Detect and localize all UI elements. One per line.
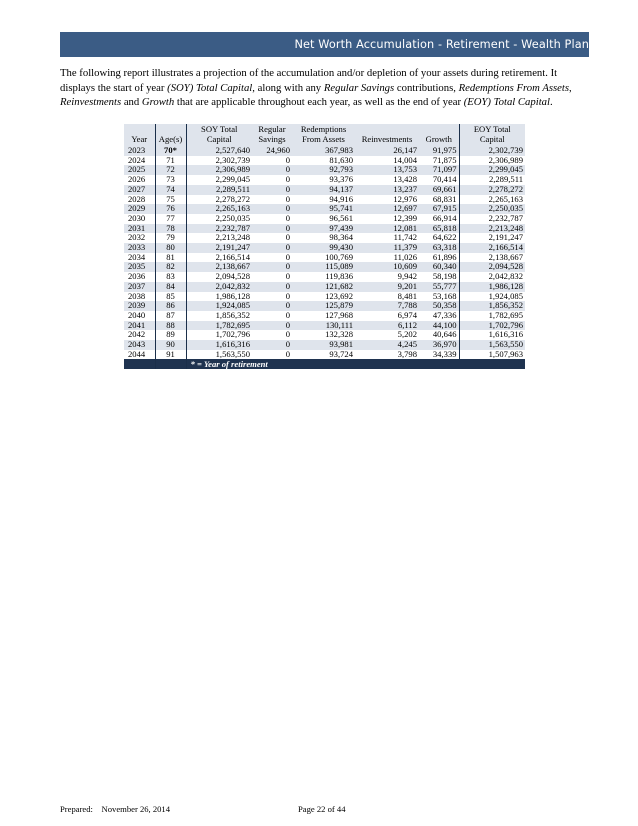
cell-reinvestments: 6,112 bbox=[355, 321, 419, 331]
cell-year: 2028 bbox=[124, 195, 155, 205]
prepared-date: November 26, 2014 bbox=[101, 804, 171, 814]
cell-redemptions: 92,793 bbox=[292, 165, 355, 175]
cell-reinvestments: 13,753 bbox=[355, 165, 419, 175]
cell-soy-total-capital: 1,702,796 bbox=[215, 329, 250, 340]
cell-age: 81 bbox=[155, 253, 186, 263]
cell-year: 2027 bbox=[124, 185, 155, 195]
cell-eoy-total-capital: 2,166,514 bbox=[459, 243, 525, 253]
intro-term-redemptions: Redemptions From Assets bbox=[458, 81, 570, 94]
intro-term-savings: Regular Savings bbox=[323, 81, 395, 94]
footer-page-number: Page 22 of 44 bbox=[298, 804, 346, 814]
cell-age: 76 bbox=[155, 204, 186, 214]
cell-redemptions: 95,741 bbox=[292, 204, 355, 214]
cell-growth: 70,414 bbox=[432, 174, 457, 185]
cell-age: 86 bbox=[155, 301, 186, 311]
intro-text: contributions, bbox=[394, 81, 459, 94]
cell-soy-total-capital: 1,563,550 bbox=[215, 348, 250, 359]
header-year: Year bbox=[124, 124, 155, 146]
footer-prepared bbox=[60, 804, 170, 814]
cell-year: 2038 bbox=[124, 292, 155, 302]
cell-redemptions: 121,682 bbox=[292, 282, 355, 292]
table-row bbox=[124, 175, 525, 185]
cell-year: 2025 bbox=[124, 165, 155, 175]
cell-eoy-total-capital: 1,856,352 bbox=[459, 301, 525, 311]
cell-age: 87 bbox=[155, 311, 186, 321]
cell-eoy-total-capital: 1,986,128 bbox=[459, 282, 525, 292]
cell-growth: 71,875 bbox=[432, 154, 457, 165]
cell-year: 2043 bbox=[124, 340, 155, 350]
cell-reinvestments: 10,609 bbox=[355, 262, 419, 272]
cell-eoy-total-capital: 2,265,163 bbox=[459, 195, 525, 205]
cell-year: 2029 bbox=[124, 204, 155, 214]
cell-redemptions: 123,692 bbox=[325, 290, 353, 301]
table-row bbox=[124, 233, 525, 243]
intro-term-eoy: (EOY) Total Capital bbox=[463, 96, 550, 108]
cell-soy-total-capital: 2,191,247 bbox=[186, 243, 252, 253]
cell-regular-savings: 0 bbox=[252, 204, 292, 214]
cell-age: 91 bbox=[155, 350, 186, 360]
cell-year: 2034 bbox=[124, 253, 155, 263]
cell-eoy-total-capital: 2,213,248 bbox=[459, 224, 525, 234]
cell-redemptions: 94,916 bbox=[329, 193, 353, 204]
cell-reinvestments: 12,081 bbox=[355, 224, 419, 234]
intro-term-soy: (SOY) Total Capital bbox=[167, 81, 253, 94]
projection-table bbox=[124, 124, 525, 369]
cell-soy-total-capital: 1,856,352 bbox=[215, 309, 250, 320]
cell-regular-savings: 0 bbox=[285, 232, 290, 243]
cell-soy-total-capital: 2,094,528 bbox=[215, 271, 250, 282]
table-row bbox=[124, 204, 525, 214]
cell-age: 74 bbox=[155, 185, 186, 195]
cell-reinvestments: 11,742 bbox=[393, 232, 417, 243]
cell-redemptions: 97,439 bbox=[292, 224, 355, 234]
cell-growth: 34,339 bbox=[432, 348, 457, 359]
intro-paragraph bbox=[60, 66, 590, 110]
cell-reinvestments: 26,147 bbox=[355, 146, 419, 156]
cell-regular-savings: 0 bbox=[252, 165, 292, 175]
cell-growth: 50,358 bbox=[419, 301, 459, 311]
cell-eoy-total-capital: 2,042,832 bbox=[459, 272, 525, 282]
cell-regular-savings: 0 bbox=[285, 348, 290, 359]
cell-year: 2030 bbox=[124, 214, 155, 224]
table-row bbox=[124, 214, 525, 224]
cell-age: 90 bbox=[155, 340, 186, 350]
table-row bbox=[124, 185, 525, 195]
cell-reinvestments: 13,237 bbox=[355, 185, 419, 195]
cell-eoy-total-capital: 2,278,272 bbox=[459, 185, 525, 195]
cell-eoy-total-capital: 2,250,035 bbox=[459, 204, 525, 214]
cell-regular-savings: 24,960 bbox=[252, 146, 292, 156]
cell-eoy-total-capital: 1,507,963 bbox=[459, 350, 525, 360]
cell-regular-savings: 0 bbox=[285, 329, 290, 340]
cell-year: 2040 bbox=[124, 311, 155, 321]
cell-regular-savings: 0 bbox=[285, 251, 290, 262]
cell-growth: 67,915 bbox=[419, 204, 459, 214]
intro-term-reinvestments: Reinvestments bbox=[60, 96, 122, 108]
cell-regular-savings: 0 bbox=[285, 212, 290, 223]
cell-soy-total-capital: 2,306,989 bbox=[186, 165, 252, 175]
table-row bbox=[124, 350, 525, 360]
cell-soy-total-capital: 2,213,248 bbox=[215, 232, 250, 243]
cell-growth: 63,318 bbox=[419, 243, 459, 253]
cell-year: 2032 bbox=[124, 233, 155, 243]
cell-year: 2026 bbox=[124, 175, 155, 185]
cell-redemptions: 132,328 bbox=[325, 329, 353, 340]
cell-redemptions: 125,879 bbox=[292, 301, 355, 311]
cell-soy-total-capital: 2,166,514 bbox=[215, 251, 250, 262]
header-eoy-total-capital: EOY Total Capital bbox=[459, 124, 525, 146]
cell-year: 2023 bbox=[124, 146, 155, 156]
intro-text: , along with any bbox=[252, 81, 324, 94]
projection-table-container bbox=[124, 124, 525, 369]
cell-regular-savings: 0 bbox=[285, 290, 290, 301]
cell-eoy-total-capital: 1,702,796 bbox=[459, 321, 525, 331]
cell-soy-total-capital: 2,302,739 bbox=[215, 154, 250, 165]
cell-regular-savings: 0 bbox=[285, 309, 290, 320]
cell-regular-savings: 0 bbox=[252, 301, 292, 311]
table-row bbox=[124, 224, 525, 234]
cell-regular-savings: 0 bbox=[252, 340, 292, 350]
cell-age: 88 bbox=[155, 321, 186, 331]
intro-text: and bbox=[121, 96, 142, 108]
table-row bbox=[124, 340, 525, 350]
cell-eoy-total-capital: 1,563,550 bbox=[459, 340, 525, 350]
cell-redemptions: 93,724 bbox=[329, 348, 353, 359]
cell-age: 75 bbox=[155, 195, 186, 205]
cell-growth: 64,622 bbox=[432, 232, 457, 243]
cell-regular-savings: 0 bbox=[285, 193, 290, 204]
cell-year: 2035 bbox=[124, 262, 155, 272]
cell-redemptions: 94,137 bbox=[292, 185, 355, 195]
cell-regular-savings: 0 bbox=[252, 185, 292, 195]
cell-year: 2037 bbox=[124, 282, 155, 292]
cell-soy-total-capital: 2,299,045 bbox=[215, 174, 250, 185]
cell-eoy-total-capital: 2,138,667 bbox=[459, 253, 525, 263]
cell-age: 80 bbox=[155, 243, 186, 253]
cell-redemptions: 98,364 bbox=[329, 232, 353, 243]
cell-growth: 60,340 bbox=[419, 262, 459, 272]
cell-regular-savings: 0 bbox=[252, 243, 292, 253]
cell-year: 2036 bbox=[124, 272, 155, 282]
cell-reinvestments: 6,974 bbox=[397, 309, 417, 320]
cell-age: 72 bbox=[155, 165, 186, 175]
retirement-footnote: * = Year of retirement bbox=[186, 359, 525, 369]
cell-soy-total-capital: 2,042,832 bbox=[186, 282, 252, 292]
cell-regular-savings: 0 bbox=[285, 154, 290, 165]
cell-age: 73 bbox=[155, 175, 186, 185]
cell-reinvestments: 12,697 bbox=[355, 204, 419, 214]
cell-age: 85 bbox=[155, 292, 186, 302]
cell-growth: 69,661 bbox=[419, 185, 459, 195]
cell-year: 2041 bbox=[124, 321, 155, 331]
intro-text: . bbox=[550, 96, 553, 108]
table-row bbox=[124, 330, 525, 340]
cell-age: 70* bbox=[155, 146, 186, 156]
cell-soy-total-capital: 1,924,085 bbox=[186, 301, 252, 311]
cell-redemptions: 115,089 bbox=[292, 262, 355, 272]
header-soy-total-capital: SOY Total Capital bbox=[186, 124, 252, 146]
cell-eoy-total-capital: 2,299,045 bbox=[459, 165, 525, 175]
cell-redemptions: 100,769 bbox=[325, 251, 353, 262]
cell-reinvestments: 14,004 bbox=[393, 154, 417, 165]
cell-growth: 71,097 bbox=[419, 165, 459, 175]
prepared-label: Prepared: bbox=[60, 804, 93, 814]
cell-eoy-total-capital: 1,924,085 bbox=[459, 292, 525, 302]
cell-regular-savings: 0 bbox=[252, 262, 292, 272]
cell-soy-total-capital: 2,265,163 bbox=[186, 204, 252, 214]
header-age: Age(s) bbox=[155, 124, 186, 146]
cell-eoy-total-capital: 2,306,989 bbox=[459, 156, 525, 166]
table-body bbox=[124, 146, 525, 359]
cell-regular-savings: 0 bbox=[252, 224, 292, 234]
cell-soy-total-capital: 2,250,035 bbox=[215, 212, 250, 223]
table-row bbox=[124, 311, 525, 321]
cell-year: 2033 bbox=[124, 243, 155, 253]
cell-reinvestments: 12,399 bbox=[393, 212, 417, 223]
cell-growth: 91,975 bbox=[419, 146, 459, 156]
cell-year: 2042 bbox=[124, 330, 155, 340]
cell-growth: 58,198 bbox=[432, 271, 457, 282]
cell-reinvestments: 11,379 bbox=[355, 243, 419, 253]
table-header-row bbox=[124, 124, 525, 146]
table-row bbox=[124, 156, 525, 166]
cell-eoy-total-capital: 2,289,511 bbox=[459, 175, 525, 185]
cell-growth: 68,831 bbox=[432, 193, 457, 204]
cell-eoy-total-capital: 2,232,787 bbox=[459, 214, 525, 224]
cell-regular-savings: 0 bbox=[285, 271, 290, 282]
cell-reinvestments: 7,788 bbox=[355, 301, 419, 311]
cell-reinvestments: 11,026 bbox=[393, 251, 417, 262]
cell-redemptions: 127,968 bbox=[325, 309, 353, 320]
cell-redemptions: 367,983 bbox=[292, 146, 355, 156]
cell-reinvestments: 3,798 bbox=[397, 348, 417, 359]
cell-regular-savings: 0 bbox=[252, 282, 292, 292]
cell-soy-total-capital: 2,138,667 bbox=[186, 262, 252, 272]
table-row bbox=[124, 165, 525, 175]
cell-redemptions: 119,836 bbox=[325, 271, 353, 282]
intro-text: that are applicable throughout each year, as well as the end of year bbox=[174, 96, 464, 108]
cell-redemptions: 99,430 bbox=[292, 243, 355, 253]
header-redemptions: Redemptions From Assets bbox=[292, 124, 355, 146]
cell-redemptions: 81,630 bbox=[329, 154, 353, 165]
cell-growth: 36,970 bbox=[419, 340, 459, 350]
table-row bbox=[124, 146, 525, 156]
cell-age: 82 bbox=[155, 262, 186, 272]
cell-reinvestments: 13,428 bbox=[393, 174, 417, 185]
cell-age: 77 bbox=[155, 214, 186, 224]
cell-redemptions: 93,376 bbox=[329, 174, 353, 185]
cell-eoy-total-capital: 1,616,316 bbox=[459, 330, 525, 340]
report-title: Net Worth Accumulation - Retirement - Wealth Plan bbox=[294, 38, 589, 51]
cell-redemptions: 96,561 bbox=[329, 212, 353, 223]
cell-age: 79 bbox=[155, 233, 186, 243]
cell-year: 2039 bbox=[124, 301, 155, 311]
cell-age: 89 bbox=[155, 330, 186, 340]
cell-soy-total-capital: 2,289,511 bbox=[186, 185, 252, 195]
cell-growth: 61,896 bbox=[432, 251, 457, 262]
cell-regular-savings: 0 bbox=[252, 321, 292, 331]
cell-soy-total-capital: 1,782,695 bbox=[186, 321, 252, 331]
cell-growth: 66,914 bbox=[432, 212, 457, 223]
cell-growth: 65,818 bbox=[419, 224, 459, 234]
intro-term-growth: Growth bbox=[141, 96, 175, 108]
cell-soy-total-capital: 2,527,640 bbox=[186, 146, 252, 156]
cell-eoy-total-capital: 2,302,739 bbox=[459, 146, 525, 156]
cell-age: 71 bbox=[155, 156, 186, 166]
cell-reinvestments: 9,201 bbox=[355, 282, 419, 292]
cell-year: 2044 bbox=[124, 350, 155, 360]
cell-age: 83 bbox=[155, 272, 186, 282]
cell-reinvestments: 4,245 bbox=[355, 340, 419, 350]
table-row bbox=[124, 195, 525, 205]
intro-text: , bbox=[569, 81, 572, 94]
cell-reinvestments: 9,942 bbox=[397, 271, 417, 282]
cell-regular-savings: 0 bbox=[285, 174, 290, 185]
cell-redemptions: 93,981 bbox=[292, 340, 355, 350]
table-footnote-row bbox=[124, 359, 525, 369]
cell-growth: 53,168 bbox=[432, 290, 457, 301]
cell-growth: 55,777 bbox=[419, 282, 459, 292]
cell-year: 2024 bbox=[124, 156, 155, 166]
cell-soy-total-capital: 2,232,787 bbox=[186, 224, 252, 234]
cell-reinvestments: 12,976 bbox=[393, 193, 417, 204]
cell-soy-total-capital: 2,278,272 bbox=[215, 193, 250, 204]
cell-reinvestments: 8,481 bbox=[397, 290, 417, 301]
cell-soy-total-capital: 1,986,128 bbox=[215, 290, 250, 301]
cell-soy-total-capital: 1,616,316 bbox=[186, 340, 252, 350]
header-reinvestments: Reinvestments bbox=[355, 124, 419, 146]
intro-text: The following report illustrates a projection of the accumulation and/or depletion of your assets during retirement. It displays the start of year bbox=[60, 67, 558, 94]
cell-reinvestments: 5,202 bbox=[397, 329, 417, 340]
report-header-bar bbox=[60, 32, 589, 57]
cell-growth: 47,336 bbox=[432, 309, 457, 320]
cell-growth: 44,100 bbox=[419, 321, 459, 331]
cell-year: 2031 bbox=[124, 224, 155, 234]
cell-eoy-total-capital: 1,782,695 bbox=[459, 311, 525, 321]
header-growth: Growth bbox=[419, 124, 459, 146]
cell-growth: 40,646 bbox=[432, 329, 457, 340]
footnote-spacer bbox=[124, 359, 155, 369]
cell-eoy-total-capital: 2,191,247 bbox=[459, 233, 525, 243]
footnote-spacer bbox=[155, 359, 186, 369]
cell-redemptions: 130,111 bbox=[292, 321, 355, 331]
cell-age: 78 bbox=[155, 224, 186, 234]
cell-age: 84 bbox=[155, 282, 186, 292]
cell-eoy-total-capital: 2,094,528 bbox=[459, 262, 525, 272]
header-regular-savings: Regular Savings bbox=[252, 124, 292, 146]
